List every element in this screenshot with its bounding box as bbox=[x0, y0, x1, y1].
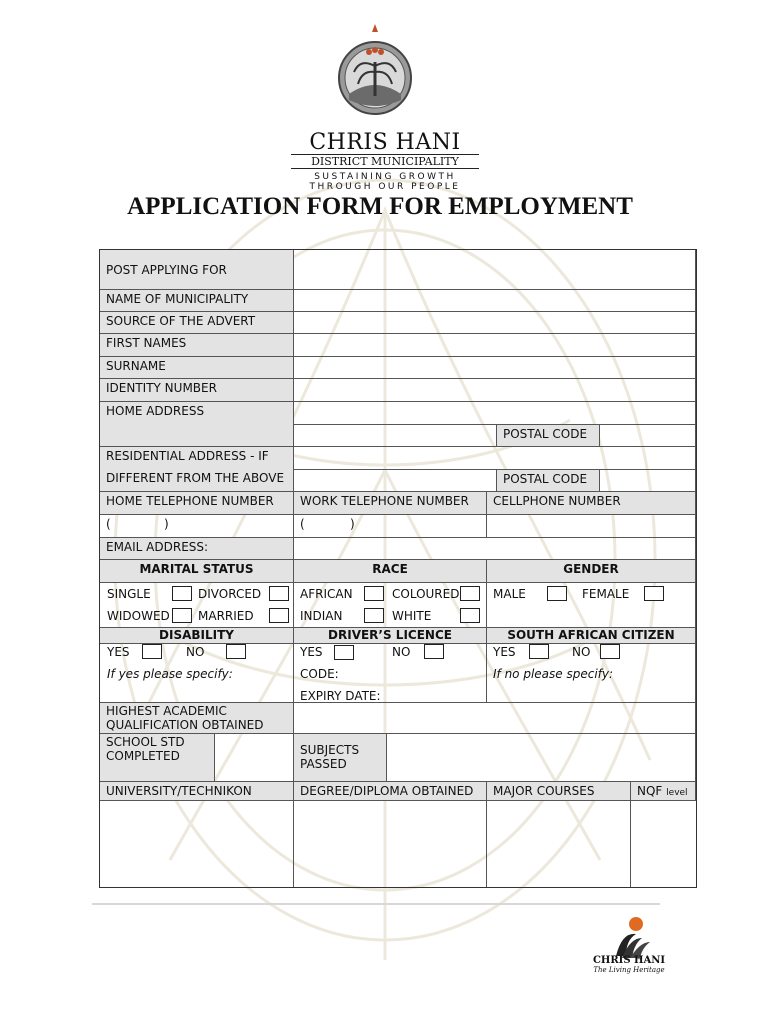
label-surname: SURNAME bbox=[100, 357, 294, 379]
nqf-level-text: level bbox=[666, 788, 688, 798]
option-african: AFRICAN bbox=[300, 587, 353, 601]
option-coloured: COLOURED bbox=[392, 587, 460, 601]
citizen-no-checkbox[interactable] bbox=[600, 644, 620, 659]
subjects-passed-field[interactable] bbox=[387, 734, 696, 782]
nqf-level-field[interactable] bbox=[631, 801, 696, 887]
label-degree: DEGREE/DIPLOMA OBTAINED bbox=[294, 782, 487, 801]
option-indian: INDIAN bbox=[300, 609, 343, 623]
african-checkbox[interactable] bbox=[364, 586, 384, 601]
highest-qualification-field[interactable] bbox=[294, 703, 696, 734]
label-name-of-municipality: NAME OF MUNICIPALITY bbox=[100, 290, 294, 312]
race-options bbox=[294, 583, 487, 628]
option-disability-no: NO bbox=[186, 645, 205, 659]
option-female: FEMALE bbox=[582, 587, 630, 601]
residential-postal-code-field[interactable] bbox=[600, 470, 696, 492]
disability-no-checkbox[interactable] bbox=[226, 644, 246, 659]
label-identity-number: IDENTITY NUMBER bbox=[100, 379, 294, 402]
white-checkbox[interactable] bbox=[460, 608, 480, 623]
option-white: WHITE bbox=[392, 609, 432, 623]
label-work-telephone: WORK TELEPHONE NUMBER bbox=[294, 492, 487, 515]
label-cellphone: CELLPHONE NUMBER bbox=[487, 492, 696, 515]
residential-address-field-line2[interactable] bbox=[294, 470, 497, 492]
option-citizen-yes: YES bbox=[493, 645, 516, 659]
disability-specify-label: If yes please specify: bbox=[107, 667, 233, 681]
divorced-checkbox[interactable] bbox=[269, 586, 289, 601]
home-postal-code-field[interactable] bbox=[600, 425, 696, 447]
heading-drivers-licence: DRIVER’S LICENCE bbox=[294, 628, 487, 644]
paren-open: ( bbox=[106, 517, 111, 531]
gender-options bbox=[487, 583, 696, 628]
footer-org-name: CHRIS HANI bbox=[592, 955, 666, 966]
option-widowed: WIDOWED bbox=[107, 609, 170, 623]
marital-status-options bbox=[100, 583, 294, 628]
home-address-field[interactable] bbox=[294, 402, 696, 425]
work-telephone-field[interactable] bbox=[294, 515, 487, 538]
option-single: SINGLE bbox=[107, 587, 151, 601]
degree-field[interactable] bbox=[294, 801, 487, 887]
org-name: CHRIS HANI bbox=[309, 130, 461, 155]
heading-gender: GENDER bbox=[487, 560, 696, 583]
label-residential-address bbox=[100, 447, 294, 492]
label-email: EMAIL ADDRESS: bbox=[100, 538, 294, 560]
label-postal-code: POSTAL CODE bbox=[497, 425, 600, 447]
municipal-coat-of-arms-icon bbox=[334, 22, 416, 126]
residential-address-line1: RESIDENTIAL ADDRESS - IF bbox=[106, 449, 269, 463]
option-married: MARRIED bbox=[198, 609, 254, 623]
licence-yes-checkbox[interactable] bbox=[334, 645, 354, 660]
first-names-field[interactable] bbox=[294, 334, 696, 357]
paren-open: ( bbox=[300, 517, 305, 531]
option-disability-yes: YES bbox=[107, 645, 130, 659]
tagline-line2: THROUGH OUR PEOPLE bbox=[309, 182, 461, 192]
option-male: MALE bbox=[493, 587, 526, 601]
licence-expiry-label: EXPIRY DATE: bbox=[300, 689, 381, 703]
sa-citizen-options bbox=[487, 644, 696, 703]
female-checkbox[interactable] bbox=[644, 586, 664, 601]
home-address-field-line2[interactable] bbox=[294, 425, 497, 447]
footer-tagline: The Living Heritage bbox=[593, 966, 665, 974]
drivers-licence-options bbox=[294, 644, 487, 703]
married-checkbox[interactable] bbox=[269, 608, 289, 623]
licence-code-label: CODE: bbox=[300, 667, 339, 681]
label-home-address: HOME ADDRESS bbox=[100, 402, 294, 447]
tagline-line1: SUSTAINING GROWTH bbox=[314, 172, 456, 182]
major-courses-field[interactable] bbox=[487, 801, 631, 887]
footer-divider bbox=[92, 903, 660, 905]
label-source-of-advert: SOURCE OF THE ADVERT bbox=[100, 312, 294, 334]
employment-form bbox=[99, 249, 697, 888]
label-university: UNIVERSITY/TECHNIKON bbox=[100, 782, 294, 801]
option-divorced: DIVORCED bbox=[198, 587, 262, 601]
label-subjects-passed: SUBJECTS PASSED bbox=[294, 734, 387, 782]
organisation-header bbox=[285, 132, 485, 192]
cellphone-field[interactable] bbox=[487, 515, 696, 538]
licence-no-checkbox[interactable] bbox=[424, 644, 444, 659]
label-highest-qualification: HIGHEST ACADEMIC QUALIFICATION OBTAINED bbox=[100, 703, 294, 734]
source-of-advert-field[interactable] bbox=[294, 312, 696, 334]
residential-address-line2: DIFFERENT FROM THE ABOVE bbox=[106, 471, 285, 485]
home-telephone-field[interactable] bbox=[100, 515, 294, 538]
label-home-telephone: HOME TELEPHONE NUMBER bbox=[100, 492, 294, 515]
heading-race: RACE bbox=[294, 560, 487, 583]
single-checkbox[interactable] bbox=[172, 586, 192, 601]
label-post-applying-for: POST APPLYING FOR bbox=[100, 250, 294, 290]
option-citizen-no: NO bbox=[572, 645, 591, 659]
label-school-std: SCHOOL STD COMPLETED bbox=[100, 734, 215, 782]
nqf-text: NQF bbox=[637, 784, 663, 798]
university-field[interactable] bbox=[100, 801, 294, 887]
citizen-specify-label: If no please specify: bbox=[493, 667, 614, 681]
identity-number-field[interactable] bbox=[294, 379, 696, 402]
label-first-names: FIRST NAMES bbox=[100, 334, 294, 357]
page-title: APPLICATION FORM FOR EMPLOYMENT bbox=[127, 193, 633, 220]
male-checkbox[interactable] bbox=[547, 586, 567, 601]
post-applying-for-field[interactable] bbox=[294, 250, 696, 290]
option-licence-yes: YES bbox=[300, 645, 323, 659]
school-std-field[interactable] bbox=[215, 734, 294, 782]
citizen-yes-checkbox[interactable] bbox=[529, 644, 549, 659]
widowed-checkbox[interactable] bbox=[172, 608, 192, 623]
municipality-field[interactable] bbox=[294, 290, 696, 312]
surname-field[interactable] bbox=[294, 357, 696, 379]
label-nqf bbox=[631, 782, 696, 801]
indian-checkbox[interactable] bbox=[364, 608, 384, 623]
disability-options bbox=[100, 644, 294, 703]
option-licence-no: NO bbox=[392, 645, 411, 659]
coloured-checkbox[interactable] bbox=[460, 586, 480, 601]
paren-close: ) bbox=[350, 517, 355, 531]
email-field[interactable] bbox=[294, 538, 696, 560]
org-subtitle: DISTRICT MUNICIPALITY bbox=[291, 154, 479, 169]
paren-close: ) bbox=[164, 517, 169, 531]
residential-address-field[interactable] bbox=[294, 447, 696, 470]
label-postal-code-residential: POSTAL CODE bbox=[497, 470, 600, 492]
heading-sa-citizen: SOUTH AFRICAN CITIZEN bbox=[487, 628, 696, 644]
heading-disability: DISABILITY bbox=[100, 628, 294, 644]
label-major-courses: MAJOR COURSES bbox=[487, 782, 631, 801]
heading-marital-status: MARITAL STATUS bbox=[100, 560, 294, 583]
disability-yes-checkbox[interactable] bbox=[142, 644, 162, 659]
